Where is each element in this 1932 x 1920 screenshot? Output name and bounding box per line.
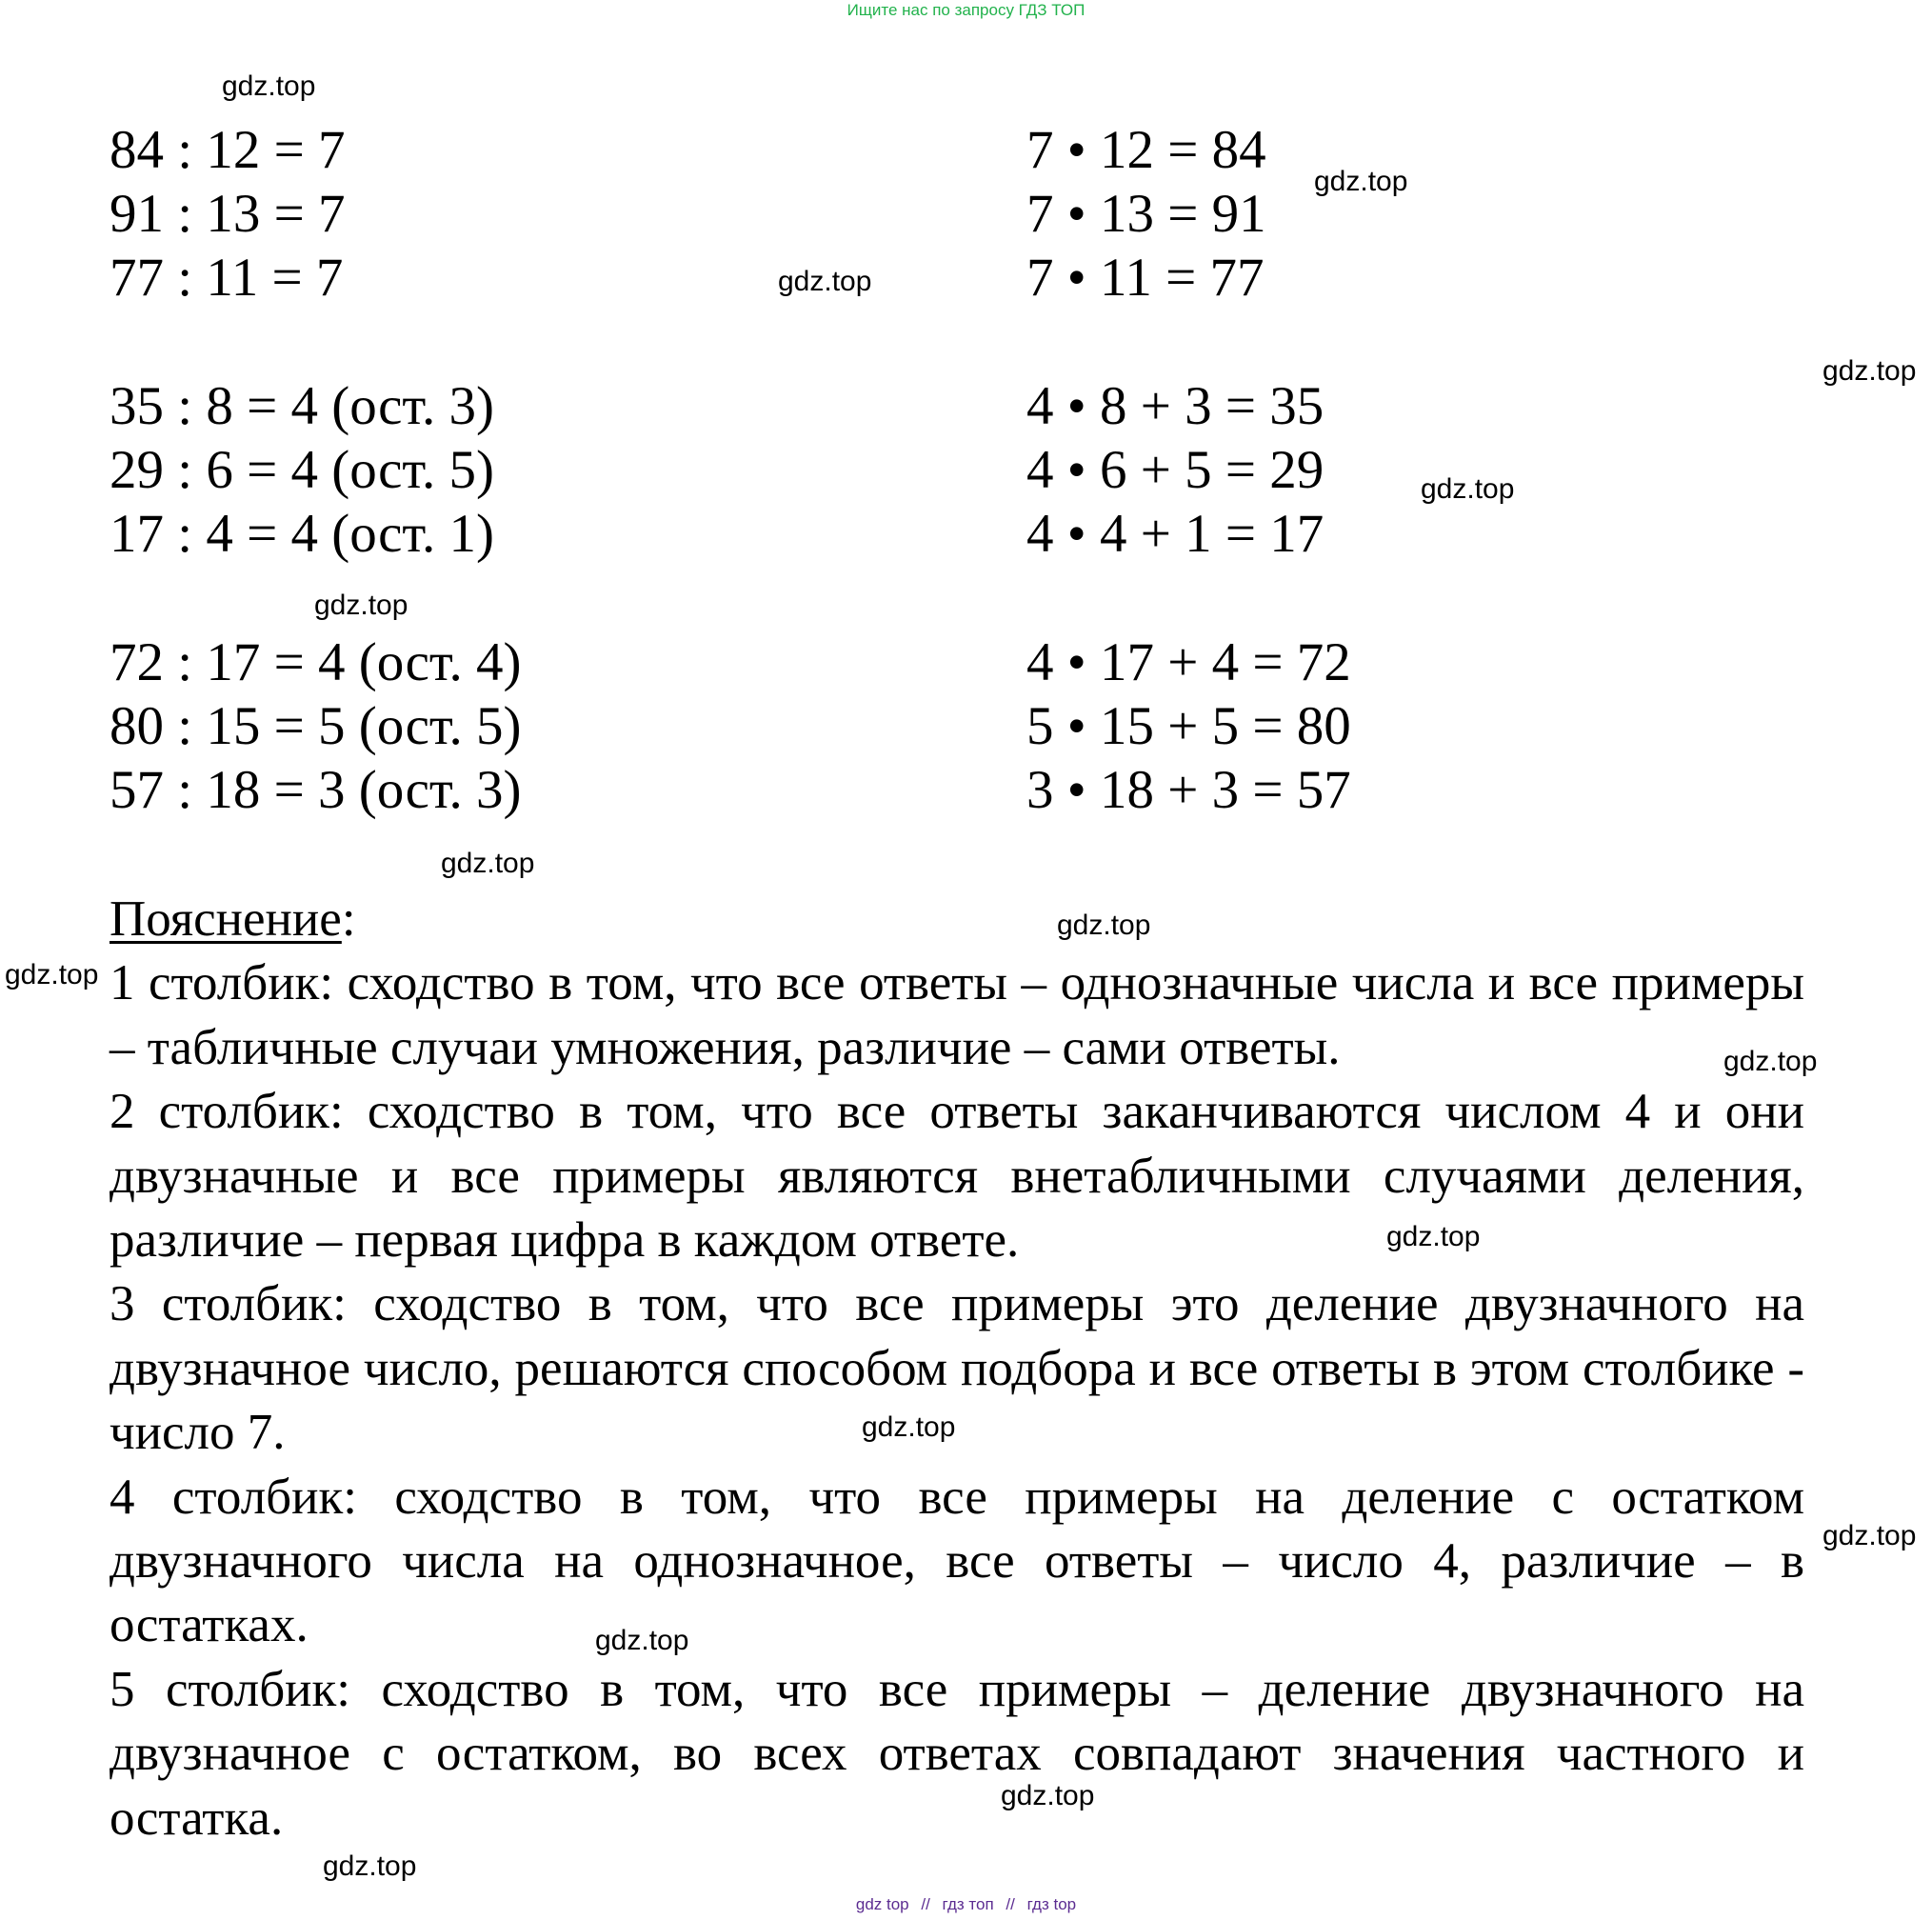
footer (0, 1894, 1932, 1915)
footer-item: гдз top (1026, 1895, 1077, 1913)
watermark: gdz.top (323, 1850, 417, 1882)
left-eq-8: 80 : 15 = 5 (ост. 5) (110, 696, 522, 756)
top-banner (0, 0, 1932, 21)
heading-colon: : (341, 891, 356, 947)
watermark: gdz.top (1723, 1046, 1818, 1077)
explanation-paragraph-4: 4 столбик: сходство в том, что все примеры на деление с остатком двузначного числа на однозначное, все ответы – число 4, различие – в остатках. (110, 1469, 1804, 1653)
banner-text: Ищите нас по запросу ГДЗ ТОП (846, 1, 1086, 19)
footer-separator: // (1006, 1895, 1015, 1913)
watermark: gdz.top (222, 70, 316, 102)
right-eq-4: 4 • 8 + 3 = 35 (1026, 376, 1325, 436)
explanation-paragraph-1: 1 столбик: сходство в том, что все ответы – однозначные числа и все примеры – табличные случаи умножения, различие – сами ответы. (110, 955, 1804, 1075)
watermark: gdz.top (595, 1625, 689, 1656)
watermark: gdz.top (862, 1411, 956, 1443)
left-eq-5: 29 : 6 = 4 (ост. 5) (110, 440, 495, 500)
explanation-paragraph-5: 5 столбик: сходство в том, что все примеры – деление двузначного на двузначное с остатком, во всех ответах совпадают значения частного и остатка. (110, 1661, 1804, 1846)
watermark: gdz.top (1001, 1780, 1095, 1811)
right-eq-3: 7 • 11 = 77 (1026, 248, 1265, 308)
watermark: gdz.top (1822, 355, 1917, 387)
left-eq-4: 35 : 8 = 4 (ост. 3) (110, 376, 495, 436)
watermark: gdz.top (1314, 166, 1408, 197)
right-eq-8: 5 • 15 + 5 = 80 (1026, 696, 1351, 756)
right-eq-7: 4 • 17 + 4 = 72 (1026, 632, 1351, 692)
right-eq-1: 7 • 12 = 84 (1026, 120, 1266, 180)
explanation-paragraph-3: 3 столбик: сходство в том, что все примеры это деление двузначного на двузначное число, решаются способом подбора и все ответы в этом столбике - число 7. (110, 1276, 1804, 1461)
explanation-heading (110, 888, 1804, 951)
explanation-paragraph-2: 2 столбик: сходство в том, что все ответы заканчиваются числом 4 и они двузначные и все примеры являются внетабличными случаями деления, различие – первая цифра в каждом ответе. (110, 1084, 1804, 1269)
explanation (110, 888, 1804, 1850)
watermark: gdz.top (1057, 910, 1151, 941)
left-eq-3: 77 : 11 = 7 (110, 248, 344, 308)
footer-item: gdz top (855, 1895, 909, 1913)
left-eq-2: 91 : 13 = 7 (110, 184, 346, 244)
footer-separator: // (921, 1895, 930, 1913)
footer-item: гдз топ (942, 1895, 994, 1913)
left-eq-6: 17 : 4 = 4 (ост. 1) (110, 504, 495, 564)
watermark: gdz.top (1386, 1221, 1481, 1252)
heading-text: Пояснение (110, 891, 342, 947)
right-eq-6: 4 • 4 + 1 = 17 (1026, 504, 1325, 564)
right-eq-2: 7 • 13 = 91 (1026, 184, 1266, 244)
watermark: gdz.top (1822, 1520, 1917, 1551)
left-eq-1: 84 : 12 = 7 (110, 120, 346, 180)
left-eq-9: 57 : 18 = 3 (ост. 3) (110, 760, 522, 820)
watermark: gdz.top (5, 959, 99, 990)
watermark: gdz.top (1421, 473, 1515, 505)
watermark: gdz.top (778, 266, 872, 297)
watermark: gdz.top (314, 590, 408, 621)
right-eq-9: 3 • 18 + 3 = 57 (1026, 760, 1351, 820)
watermark: gdz.top (441, 848, 535, 879)
right-eq-5: 4 • 6 + 5 = 29 (1026, 440, 1325, 500)
left-eq-7: 72 : 17 = 4 (ост. 4) (110, 632, 522, 692)
